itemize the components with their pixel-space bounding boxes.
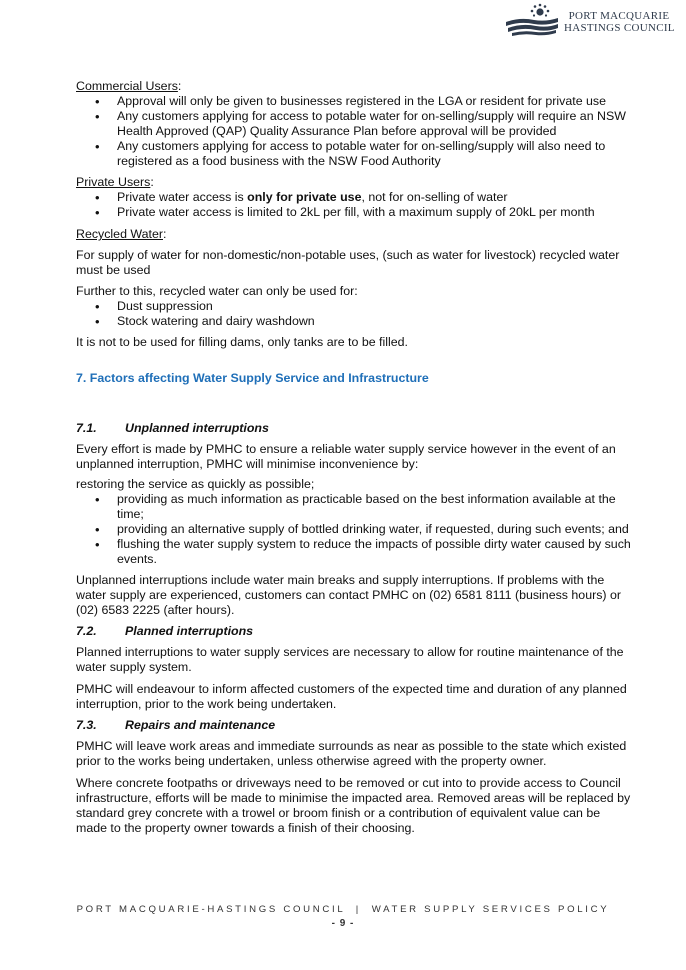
list-item: • Approval will only be given to businesses registered in the LGA or resident for private use [76, 94, 632, 109]
section-7-3-paragraph: PMHC will leave work areas and immediate surrounds as near as possible to the state which existed prior to the works being undertaken, unless otherwise agreed with the property owner. [76, 739, 627, 768]
list-item: • Any customers applying for access to potable water for on-selling/supply will require an NSW Health Approved (QAP) Quality Assurance Plan before approval will be provided [76, 109, 632, 139]
page-body [76, 79, 632, 836]
list-item: • providing as much information as practicable based on the best information available at the time; [76, 492, 632, 522]
page-footer: PORT MACQUARIE-HASTINGS COUNCIL | WATER SUPPLY SERVICES POLICY [76, 904, 610, 915]
section-7-2-paragraph: Planned interruptions to water supply services are necessary to allow for routine maintenance of the water supply system. [76, 645, 624, 674]
section-7-3-title: 7.3. Repairs and maintenance [76, 718, 276, 732]
logo-text [564, 10, 674, 34]
recycled-water-heading: Recycled Water: [76, 227, 167, 241]
section-7-2-paragraph: PMHC will endeavour to inform affected customers of the expected time and duration of any planned interruption, prior to the work being undertaken. [76, 682, 627, 711]
sun-over-waves-icon [504, 2, 560, 38]
list-item: • providing an alternative supply of bottled drinking water, if requested, during such events; and [76, 522, 632, 537]
list-item: • Dust suppression [76, 299, 632, 314]
page-number: - 9 - [331, 918, 355, 929]
section-7-1-paragraph: Unplanned interruptions include water main breaks and supply interruptions. If problems with the water supply are experienced, customers can contact PMHC on (02) 6581 8111 (business hours) or (02) 6583 2225 (after hours). [76, 573, 621, 617]
council-logo [504, 2, 674, 38]
emphasis-text: only for private use [247, 190, 362, 204]
private-users-heading: Private Users: [76, 175, 154, 189]
commercial-users-list [76, 94, 632, 169]
section-7-3-paragraph: Where concrete footpaths or driveways need to be removed or cut into to provide access to Council infrastructure, efforts will be made to minimise the impacted area. Removed areas will be replaced by standard grey concrete with a trowel or broom finish or a contribution of equivalent value can be made to the property owner towards a finish of their choosing. [76, 776, 631, 835]
list-item: • Any customers applying for access to potable water for on-selling/supply will also need to registered as a food business with the NSW Food Authority [76, 139, 632, 169]
logo-text-line2: HASTINGS COUNCIL [564, 22, 675, 34]
private-users-list [76, 190, 632, 220]
recycled-water-paragraph: For supply of water for non-domestic/non-potable uses, (such as water for livestock) recycled water must be used [76, 248, 620, 277]
recycled-water-list [76, 299, 632, 329]
recycled-water-paragraph: Further to this, recycled water can only be used for: [76, 284, 358, 298]
list-item: • Private water access is only for private use, not for on-selling of water [76, 190, 632, 205]
recycled-water-paragraph: It is not to be used for filling dams, only tanks are to be filled. [76, 335, 408, 349]
section-7-1-paragraph: restoring the service as quickly as possible; [76, 477, 315, 491]
commercial-users-heading: Commercial Users: [76, 79, 182, 93]
list-item: • flushing the water supply system to reduce the impacts of possible dirty water caused by such events. [76, 537, 632, 567]
section-7-1-title: 7.1. Unplanned interruptions [76, 421, 269, 435]
list-item: • Private water access is limited to 2kL per fill, with a maximum supply of 20kL per month [76, 205, 632, 220]
logo-text-line1: PORT MACQUARIE [568, 10, 670, 22]
section-7-title: 7. Factors affecting Water Supply Service and Infrastructure [76, 371, 429, 385]
section-7-1-list [76, 492, 632, 567]
section-7-2-title: 7.2. Planned interruptions [76, 624, 254, 638]
section-7-1-paragraph: Every effort is made by PMHC to ensure a reliable water supply service however in the event of an unplanned interruption, PMHC will minimise inconvenience by: [76, 442, 616, 471]
list-item: • Stock watering and dairy washdown [76, 314, 632, 329]
